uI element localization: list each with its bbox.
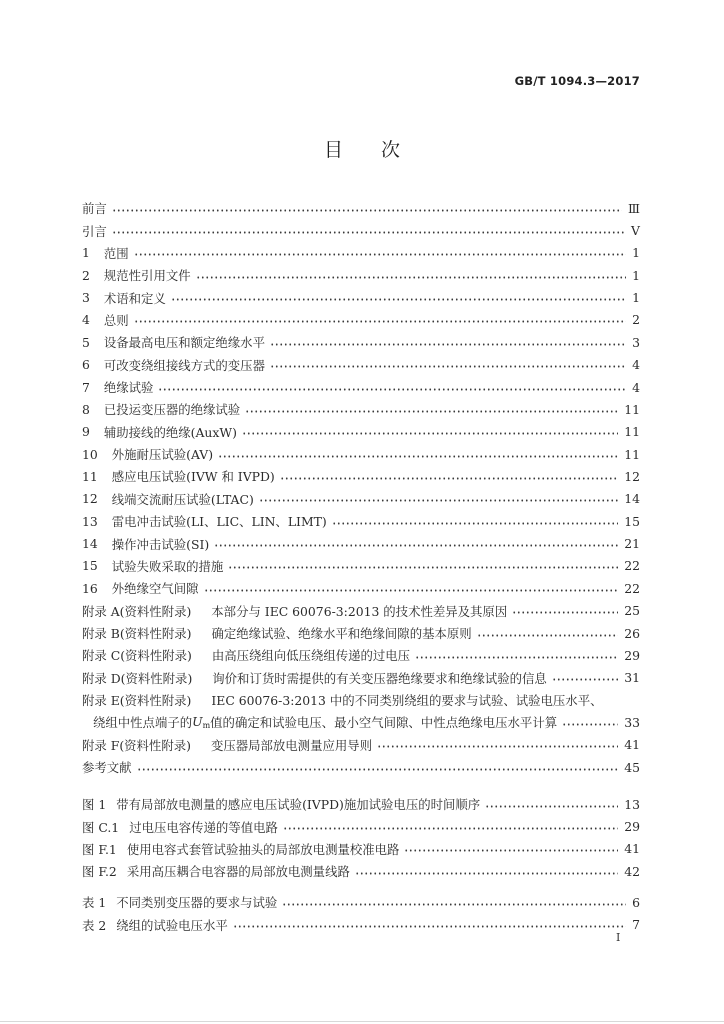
toc-entry-page: 7	[632, 917, 640, 933]
toc-entry-page: 3	[632, 334, 640, 350]
toc-entry-page: 21	[624, 536, 640, 552]
annex-label: 附录 B(资料性附录)	[82, 626, 192, 641]
toc-entry-annex-e-line2	[82, 711, 640, 733]
annex-label: 附录 A(资料性附录)	[82, 603, 192, 619]
toc-entry-page: 4	[632, 357, 640, 373]
toc-entry-annex	[82, 599, 640, 621]
toc-entry-chapter	[82, 421, 640, 443]
toc-entry-page: 6	[632, 894, 640, 910]
toc-entry-number: 6	[82, 357, 90, 373]
toc-entry-page: 11	[624, 401, 640, 417]
toc-entry-number: 2	[82, 267, 90, 283]
dot-leader	[282, 896, 626, 908]
dot-leader	[228, 560, 618, 572]
toc-entry-figure	[82, 815, 640, 837]
toc-entry-title: 感应电压试验(IVW 和 IVPD)	[111, 469, 275, 485]
toc-entry-page: 41	[624, 737, 640, 753]
table-list	[82, 891, 640, 936]
toc-entry-title: 使用电容式套管试验抽头的局部放电测量校准电路	[126, 841, 400, 857]
toc-entry-title: 试验失败采取的措施	[111, 558, 224, 574]
toc-entry-page: 13	[624, 796, 640, 812]
figure-number: 图 1	[82, 797, 107, 813]
dot-leader	[270, 336, 626, 348]
dot-leader	[245, 403, 618, 415]
toc-entry-page: 1	[632, 290, 640, 306]
toc-entry-number: 12	[82, 491, 98, 507]
toc-entry-title: 雷电冲击试验(LI、LIC、LIN、LIMT)	[111, 514, 327, 530]
toc-entry-title: 变压器局部放电测量应用导则	[210, 737, 373, 753]
toc-entry-chapter	[82, 488, 640, 510]
toc-entry-page: 42	[624, 863, 640, 879]
toc-entry-title: 前言	[82, 201, 107, 217]
toc-entry-annex	[82, 734, 640, 756]
toc-entry-title: 不同类别变压器的要求与试验	[116, 895, 278, 911]
toc-entry-chapter	[82, 286, 640, 308]
toc-entry-number: 11	[82, 468, 98, 484]
annex-label: 附录 D(资料性附录)	[82, 670, 193, 686]
dot-leader	[196, 269, 626, 281]
table-number: 表 1	[82, 895, 107, 911]
annex-label: 附录 E(资料性附录)	[82, 693, 192, 709]
toc-entry-page: 25	[624, 603, 640, 619]
toc-entry-title: 术语和定义	[103, 290, 166, 306]
dot-leader	[218, 448, 618, 460]
dot-leader	[259, 493, 618, 505]
toc-entry-page: 45	[624, 759, 640, 775]
dot-leader	[204, 582, 619, 594]
figure-number: 图 F.1	[82, 841, 117, 857]
figure-number: 图 F.2	[82, 864, 117, 880]
toc-entry-page: 26	[624, 625, 640, 641]
annex-label: 附录 F(资料性附录)	[82, 737, 191, 753]
toc-entry-page: 41	[624, 841, 640, 857]
dot-leader	[270, 359, 626, 371]
toc-entry-page: 15	[624, 513, 640, 529]
toc-entry-title: 已投运变压器的绝缘试验	[103, 402, 241, 418]
toc-entry-page: 31	[624, 670, 640, 686]
toc-entry-page: 29	[624, 647, 640, 663]
toc-entry-chapter	[82, 443, 640, 465]
toc-entry-page: 1	[632, 267, 640, 283]
toc-entry-title: 本部分与 IEC 60076-3:2013 的技术性差异及其原因	[211, 603, 508, 619]
figure-list	[82, 793, 640, 882]
toc-entry-chapter	[82, 555, 640, 577]
toc-entry-number: 14	[82, 536, 98, 552]
toc-entry-page: 1	[632, 245, 640, 261]
dot-leader	[233, 919, 626, 931]
toc-entry-table	[82, 891, 640, 913]
toc-entry-title: 线端交流耐压试验(LTAC)	[111, 491, 254, 507]
toc-entry-page: 12	[624, 468, 640, 484]
page-bottom-edge	[0, 1021, 724, 1022]
toc-entry-number: 15	[82, 558, 98, 574]
toc-entry-chapter	[82, 354, 640, 376]
toc-entry-title: 绕组的试验电压水平	[116, 917, 228, 933]
dot-leader	[477, 627, 619, 639]
toc-entry-page: 29	[624, 819, 640, 835]
toc-entry-page: Ⅴ	[631, 223, 640, 239]
dot-leader	[112, 225, 625, 237]
toc-entry-title: 参考文献	[82, 760, 132, 776]
toc-entry-title: 带有局部放电测量的感应电压试验(IVPD)施加试验电压的时间顺序	[116, 797, 481, 813]
toc-entry-references	[82, 756, 640, 778]
dot-leader	[214, 538, 618, 550]
toc-entry-title: 范围	[103, 245, 129, 261]
toc-entry-chapter	[82, 465, 640, 487]
dot-leader	[112, 202, 622, 214]
toc-entry-title-line2-end: 值的确定和试验电压、最小空气间隙、中性点绝缘电压水平计算	[210, 715, 558, 731]
toc-entry-title: 外施耐压试验(AV)	[111, 447, 214, 463]
toc-entry-chapter	[82, 264, 640, 286]
toc-entry-figure	[82, 838, 640, 860]
dot-leader	[552, 672, 618, 684]
toc-entry-annex-e-line1	[82, 689, 640, 711]
dot-leader	[134, 314, 626, 326]
standard-number: GB/T 1094.3—2017	[514, 74, 640, 88]
toc-entry-page: Ⅲ	[628, 200, 640, 216]
toc-entry-chapter	[82, 242, 640, 264]
toc-entry-title: 引言	[82, 223, 107, 239]
toc-entry-number: 8	[82, 401, 90, 417]
toc-entry-annex	[82, 644, 640, 666]
toc-entry-page: 11	[624, 424, 640, 440]
toc-entry-title: 采用高压耦合电容器的局部放电测量线路	[126, 864, 350, 880]
toc-entry-number: 10	[82, 446, 98, 462]
dot-leader	[137, 761, 619, 773]
toc-entry-number: 3	[82, 290, 90, 306]
toc-entry-number: 5	[82, 334, 90, 350]
toc-entry-number: 1	[82, 245, 90, 261]
toc-entry-title: 过电压电容传递的等值电路	[129, 819, 278, 835]
toc-entry-annex	[82, 667, 640, 689]
toc-entry-title: 外绝缘空气间隙	[111, 581, 199, 597]
toc-main-list	[82, 197, 640, 778]
dot-leader	[134, 247, 626, 259]
table-number: 表 2	[82, 917, 107, 933]
page-number: Ⅰ	[616, 931, 621, 944]
toc-entry-title: 询价和订货时需提供的有关变压器绝缘要求和绝缘试验的信息	[212, 670, 547, 686]
toc-entry-foreword	[82, 197, 640, 219]
dot-leader	[332, 515, 618, 527]
toc-entry-annex	[82, 622, 640, 644]
toc-entry-title-line1: IEC 60076-3:2013 中的不同类别绕组的要求与试验、试验电压水平、	[211, 693, 603, 709]
toc-entry-page: 33	[624, 714, 640, 730]
toc-entry-number: 9	[82, 424, 90, 440]
dot-leader	[377, 739, 618, 751]
um-symbol-subscript: m	[202, 721, 211, 731]
dot-leader	[355, 865, 618, 877]
toc-entry-title-line2-start: 绕组中性点端子的	[93, 715, 193, 731]
page-title: 目 次	[323, 139, 400, 161]
toc-entry-chapter	[82, 510, 640, 532]
um-symbol-letter: U	[192, 714, 203, 730]
dot-leader	[158, 381, 626, 393]
toc-entry-chapter	[82, 577, 640, 599]
um-symbol	[192, 714, 210, 730]
dot-leader	[283, 821, 618, 833]
dot-leader	[562, 716, 618, 728]
toc-entry-number: 7	[82, 379, 90, 395]
toc-entry-page: 4	[632, 379, 640, 395]
toc-entry-title: 绝缘试验	[103, 380, 154, 396]
toc-entry-title: 设备最高电压和额定绝缘水平	[103, 335, 265, 351]
dot-leader	[485, 798, 618, 810]
toc-entry-chapter	[82, 398, 640, 420]
toc-entry-title: 辅助接线的绝缘(AuxW)	[103, 424, 237, 440]
toc-entry-page: 11	[624, 446, 640, 462]
toc-entry-page: 22	[624, 558, 640, 574]
toc-entry-title: 确定绝缘试验、绝缘水平和绝缘间隙的基本原则	[211, 626, 472, 641]
toc-entry-figure	[82, 860, 640, 882]
dot-leader	[404, 843, 618, 855]
dot-leader	[280, 470, 618, 482]
toc-entry-title: 可改变绕组接线方式的变压器	[103, 357, 265, 373]
toc-entry-title: 操作冲击试验(SI)	[111, 536, 210, 552]
toc-entry-number: 4	[82, 312, 90, 328]
dot-leader	[242, 426, 618, 438]
toc-entry-page: 14	[624, 491, 640, 507]
toc-entry-figure	[82, 793, 640, 815]
dot-leader	[171, 292, 626, 304]
toc-entry-chapter	[82, 532, 640, 554]
dot-leader	[512, 605, 618, 617]
toc-entry-chapter	[82, 331, 640, 353]
toc-entry-number: 16	[82, 580, 98, 596]
toc-entry-introduction	[82, 219, 640, 241]
toc-entry-page: 2	[632, 312, 640, 328]
toc-entry-chapter	[82, 376, 640, 398]
toc-entry-table	[82, 913, 640, 935]
toc-entry-title: 规范性引用文件	[103, 268, 191, 284]
toc-entry-number: 13	[82, 513, 98, 529]
toc-entry-title: 由高压绕组向低压绕组传递的过电压	[211, 648, 411, 664]
toc-entry-page: 22	[624, 580, 640, 596]
figure-number: 图 C.1	[82, 819, 120, 835]
dot-leader	[415, 649, 618, 661]
toc-entry-title: 总则	[103, 312, 129, 328]
annex-label: 附录 C(资料性附录)	[82, 648, 192, 664]
toc-entry-chapter	[82, 309, 640, 331]
